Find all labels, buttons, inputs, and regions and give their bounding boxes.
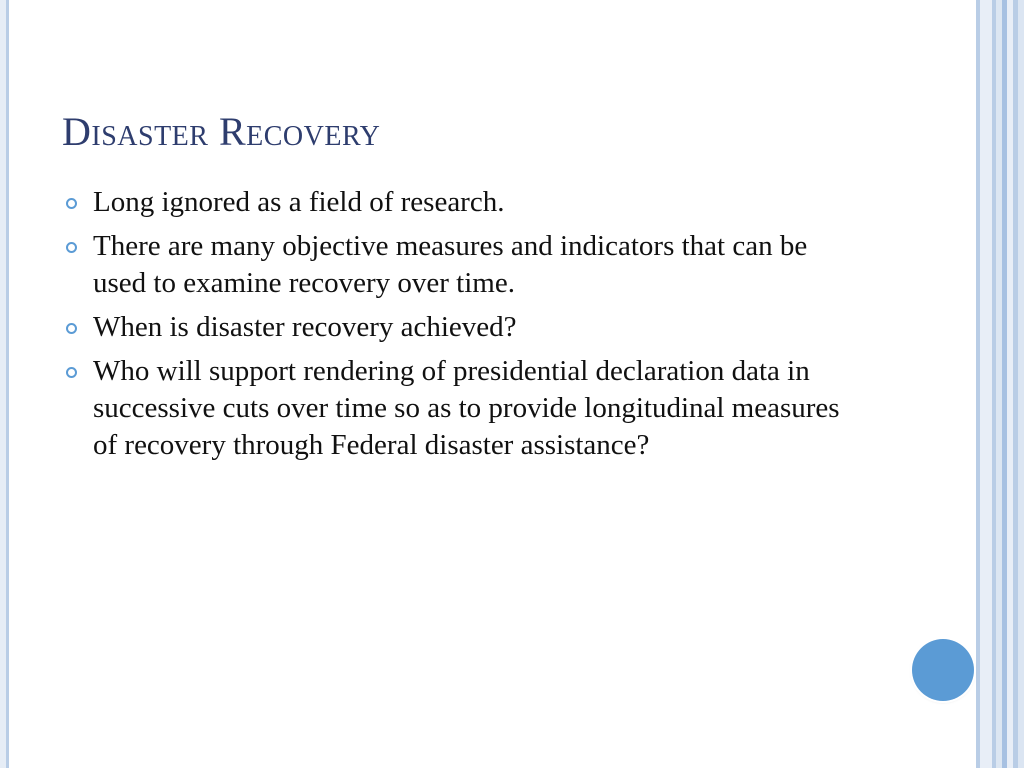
bullet-list xyxy=(62,184,862,471)
bullet-item xyxy=(62,309,862,346)
hollow-circle-bullet-icon xyxy=(66,323,77,334)
bullet-text: When is disaster recovery achieved? xyxy=(93,311,517,343)
bullet-item xyxy=(62,184,862,221)
blue-circle-decoration-icon xyxy=(912,639,974,701)
hollow-circle-bullet-icon xyxy=(66,367,77,378)
bullet-text: There are many objective measures and indicators that can be used to examine recovery over time. xyxy=(93,230,808,299)
bullet-text: Long ignored as a field of research. xyxy=(93,186,505,218)
stripe xyxy=(980,0,992,768)
bullet-item xyxy=(62,353,862,464)
left-border-accent xyxy=(6,0,9,768)
bullet-item xyxy=(62,228,862,302)
bullet-text: Who will support rendering of presidential declaration data in successive cuts over time so as to provide longitudinal measures of recovery through Federal disaster assistance? xyxy=(93,355,840,461)
hollow-circle-bullet-icon xyxy=(66,198,77,209)
hollow-circle-bullet-icon xyxy=(66,242,77,253)
right-decorative-stripes xyxy=(976,0,1024,768)
slide-title: Disaster Recovery xyxy=(62,109,381,154)
stripe xyxy=(1018,0,1024,768)
